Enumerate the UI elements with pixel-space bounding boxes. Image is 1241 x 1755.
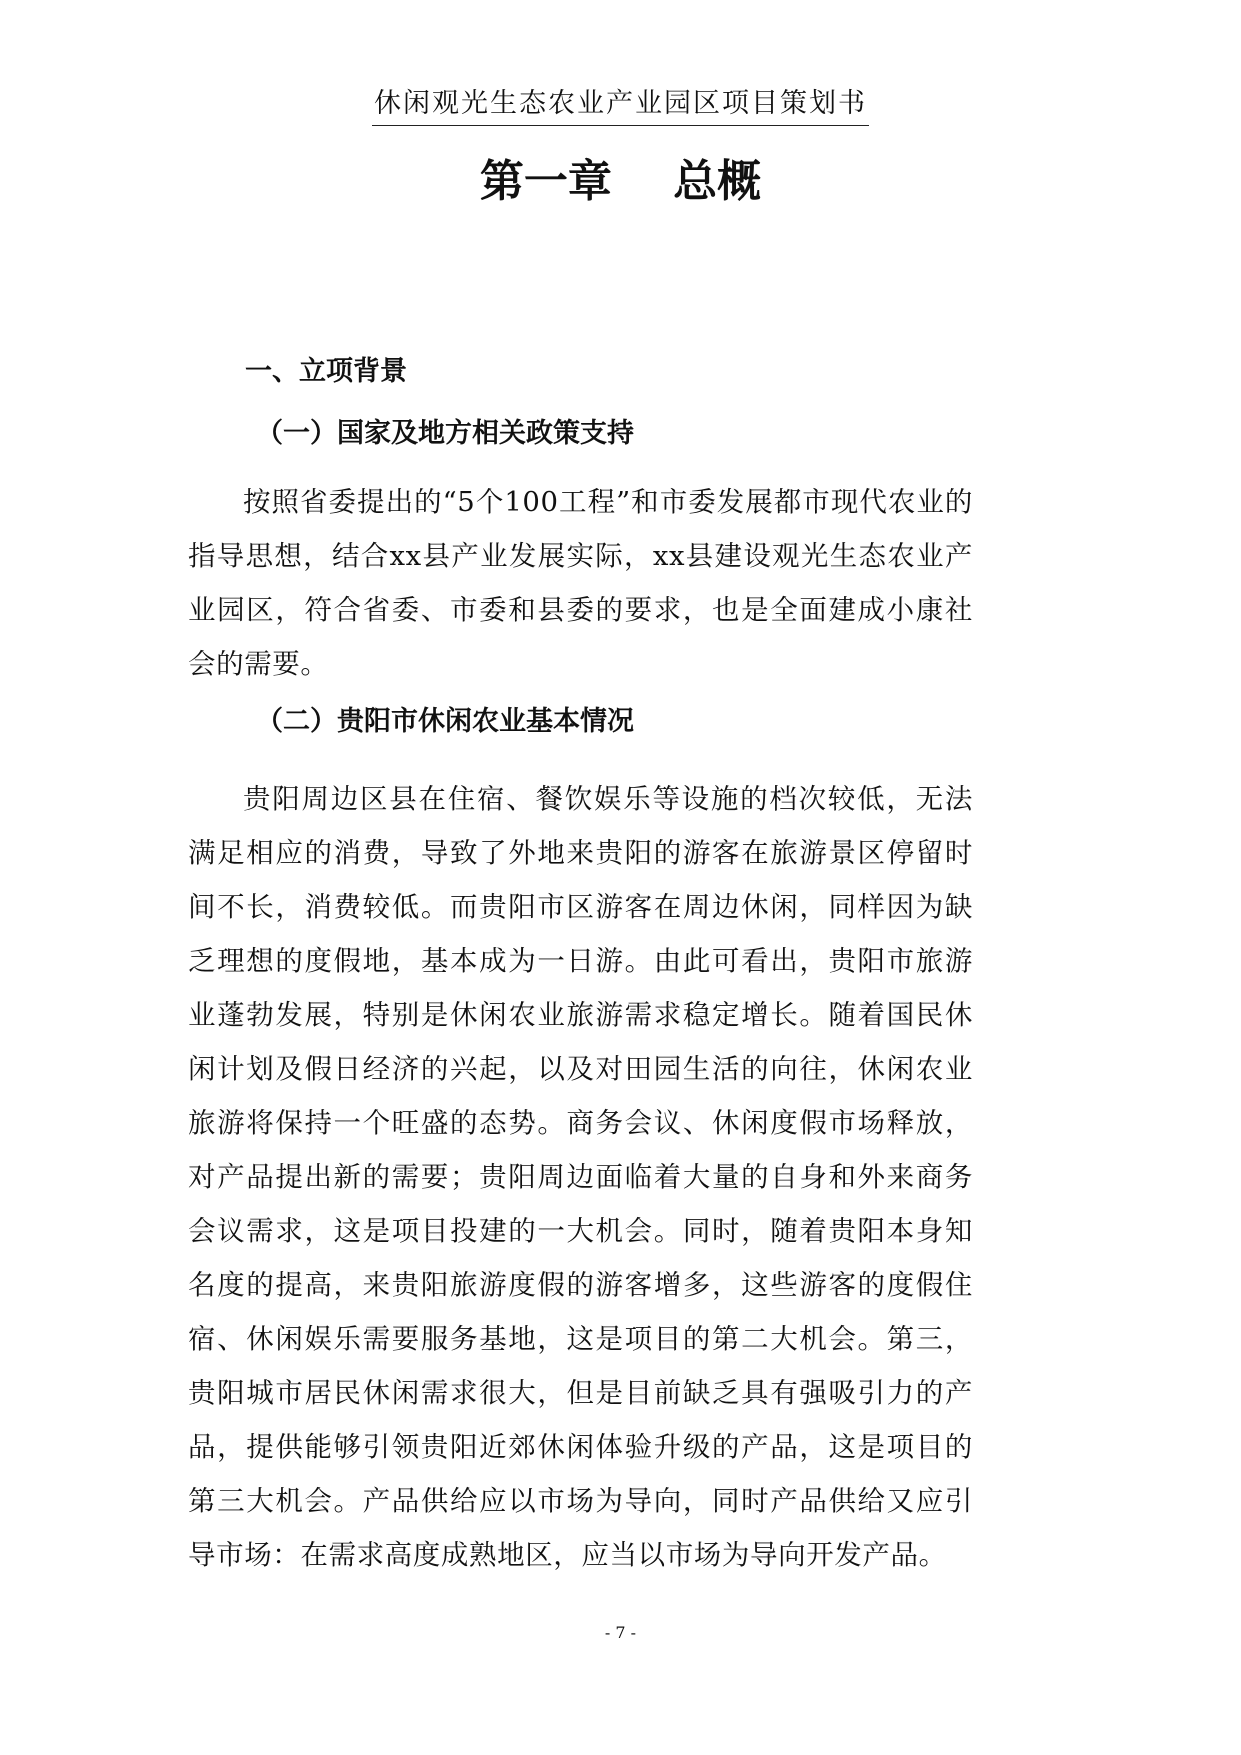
running-header-title: 休闲观光生态农业产业园区项目策划书 <box>372 86 869 126</box>
subsection-heading-leisure-agriculture: （二）贵阳市休闲农业基本情况 <box>256 706 634 737</box>
subsection-heading-policy: （一）国家及地方相关政策支持 <box>256 418 634 449</box>
paragraph-policy: 按照省委提出的“5个100工程”和市委发展都市现代农业的指导思想，结合xx县产业发展实际，xx县建设观光生态农业产业园区，符合省委、市委和县委的要求，也是全面建成小康社会的需要。 <box>188 486 973 680</box>
running-header <box>0 86 1241 126</box>
chapter-title: 第一章 总概 <box>479 156 762 207</box>
page-number: - 7 - <box>604 1623 637 1642</box>
section-heading: 一、立项背景 <box>245 356 407 387</box>
paragraph-leisure-agriculture: 贵阳周边区县在住宿、餐饮娱乐等设施的档次较低，无法满足相应的消费，导致了外地来贵阳的游客在旅游景区停留时间不长，消费较低。而贵阳市区游客在周边休闲，同样因为缺乏理想的度假地，基本成为一日游。由此可看出，贵阳市旅游业蓬勃发展，特别是休闲农业旅游需求稳定增长。随着国民休闲计划及假日经济的兴起，以及对田园生活的向往，休闲农业旅游将保持一个旺盛的态势。商务会议、休闲度假市场释放，对产品提出新的需要；贵阳周边面临着大量的自身和外来商务会议需求，这是项目投建的一大机会。同时，随着贵阳本身知名度的提高，来贵阳旅游度假的游客增多，这些游客的度假住宿、休闲娱乐需要服务基地，这是项目的第二大机会。第三，贵阳城市居民休闲需求很大，但是目前缺乏具有强吸引力的产品，提供能够引领贵阳近郊休闲体验升级的产品，这是项目的第三大机会。产品供给应以市场为导向，同时产品供给又应引导市场：在需求高度成熟地区，应当以市场为导向开发产品。 <box>188 783 973 1571</box>
